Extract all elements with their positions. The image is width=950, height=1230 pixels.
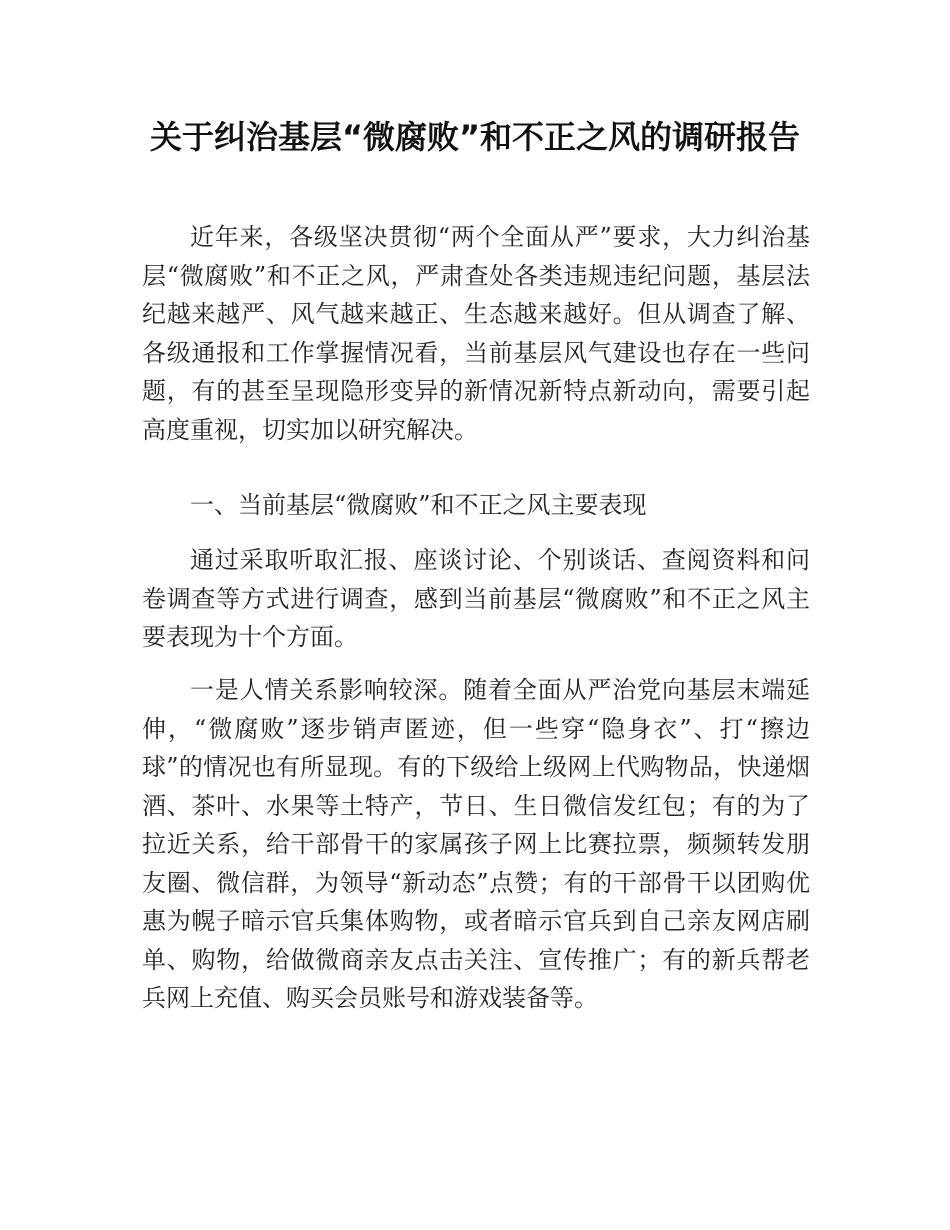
section-heading-text: 一、当前基层“微腐败”和不正之风主要表现 <box>190 491 647 519</box>
paragraph-text: 近年来，各级坚决贯彻“两个全面从严”要求，大力纠治基层“微腐败”和不正之风，严肃查处各类违规违纪问题，基层法纪越来越严、风气越来越正、生态越来越好。但从调查了解、各级通报和工作掌握情况看，当前基层风气建设也存在一些问题，有的甚至呈现隐形变异的新情况新特点新动向，需要引起高度重视，切实加以研究解决。 <box>142 223 810 444</box>
method-paragraph <box>142 541 810 657</box>
document-title: 关于纠治基层“微腐败”和不正之风的调研报告 <box>149 118 801 156</box>
paragraph-text: 通过采取听取汇报、座谈讨论、个别谈话、查阅资料和问卷调查等方式进行调查，感到当前基层“微腐败”和不正之风主要表现为十个方面。 <box>142 546 810 651</box>
section-heading <box>142 486 810 525</box>
paragraph-text: 一是人情关系影响较深。随着全面从严治党向基层末端延伸，“微腐败”逐步销声匿迹，但一些穿“隐身衣”、打“擦边球”的情况也有所显现。有的下级给上级网上代购物品，快递烟酒、茶叶、水果等土特产，节日、生日微信发红包；有的为了拉近关系，给干部骨干的家属孩子网上比赛拉票，频频转发朋友圈、微信群，为领导“新动态”点赞；有的干部骨干以团购优惠为幌子暗示官兵集体购物，或者暗示官兵到自己亲友网店刷单、购物，给做微商亲友点击关注、宣传推广；有的新兵帮老兵网上充值、购买会员账号和游戏装备等。 <box>142 676 810 1012</box>
point-one-paragraph <box>142 671 810 1018</box>
intro-paragraph <box>142 218 810 449</box>
